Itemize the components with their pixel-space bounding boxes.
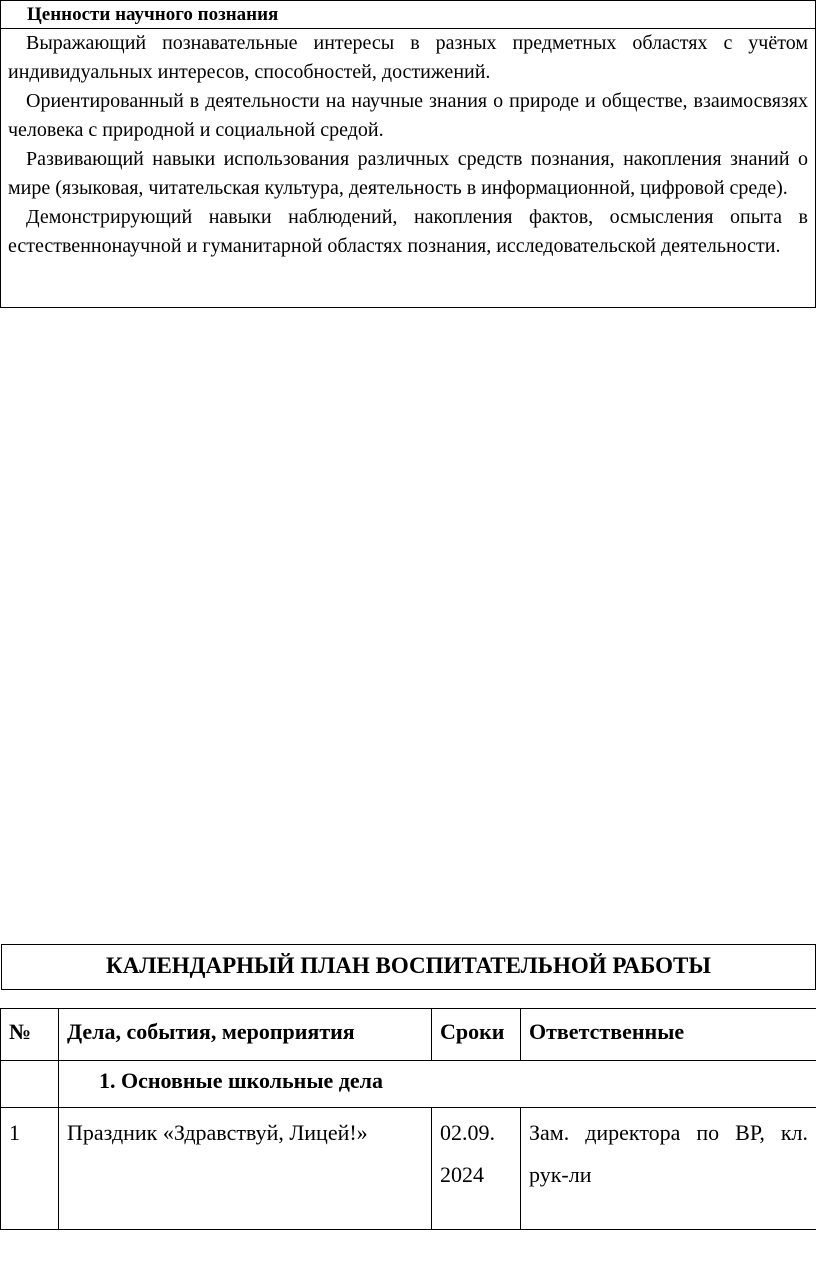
row-date	[432, 1108, 521, 1230]
section-row	[1, 1061, 816, 1108]
row-date-line2: 2024	[440, 1162, 484, 1187]
table-row	[1, 1108, 816, 1230]
values-block	[0, 0, 816, 308]
header-events: Дела, события, мероприятия	[59, 1009, 432, 1061]
section-title: 1. Основные школьные дела	[59, 1061, 816, 1108]
values-body	[1, 29, 815, 261]
row-event: Праздник «Здравствуй, Лицей!»	[59, 1108, 432, 1230]
section-num-cell	[1, 1061, 59, 1108]
values-paragraph-1: Выражающий познавательные интересы в разных предметных областях с учётом индивидуальных интересов, способностей, достижений.	[8, 32, 808, 83]
header-num: №	[1, 1009, 59, 1061]
row-num: 1	[1, 1108, 59, 1230]
values-paragraph-4: Демонстрирующий навыки наблюдений, накопления фактов, осмысления опыта в естественнонаучной и гуманитарной областях познания, исследовательской деятельности.	[8, 206, 808, 257]
values-paragraph-3: Развивающий навыки использования различных средств познания, накопления знаний о мире (языковая, читательская культура, деятельность в информационной, цифровой среде).	[8, 148, 808, 199]
plan-header-row	[1, 1009, 816, 1061]
plan-table	[0, 1008, 816, 1230]
values-heading: Ценности научного познания	[1, 1, 815, 29]
header-responsible: Ответственные	[521, 1009, 816, 1061]
plan-title: КАЛЕНДАРНЫЙ ПЛАН ВОСПИТАТЕЛЬНОЙ РАБОТЫ	[1, 944, 816, 990]
values-paragraph-2: Ориентированный в деятельности на научные знания о природе и обществе, взаимосвязях человека с природной и социальной средой.	[8, 90, 808, 141]
row-responsible: Зам. директора по ВР, кл. рук-ли	[521, 1108, 816, 1230]
header-dates: Сроки	[432, 1009, 521, 1061]
row-date-line1: 02.09.	[440, 1120, 495, 1145]
